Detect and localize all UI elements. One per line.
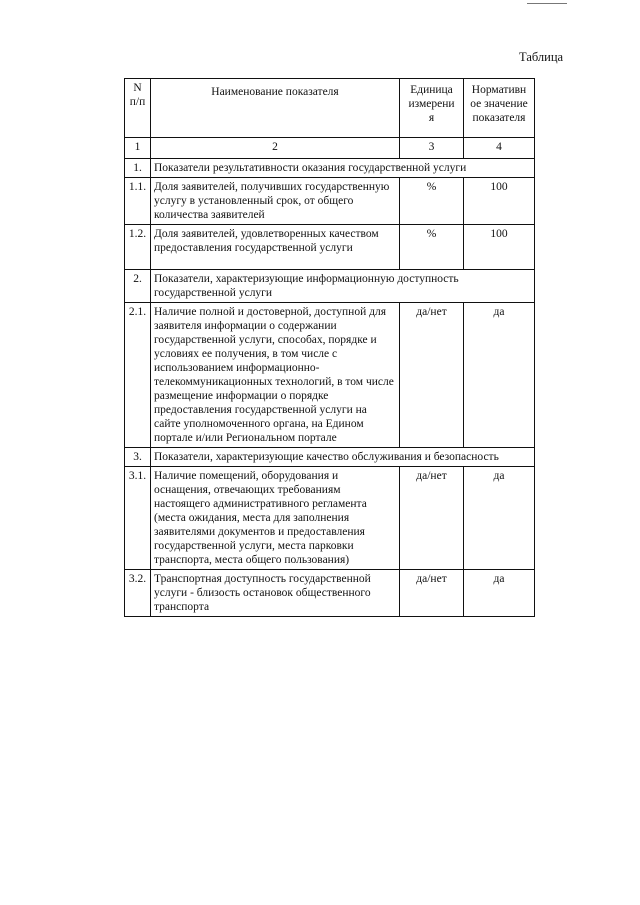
section-row — [125, 448, 535, 467]
column-number: 3 — [400, 138, 464, 159]
header-unit-line: я — [428, 112, 435, 124]
header-norm-line: показателя — [472, 112, 526, 124]
indicator-name: Транспортная доступность государственной услуги - близость остановок общественного транспорта — [151, 570, 400, 617]
indicator-number: 2.1. — [125, 303, 151, 448]
header-unit — [400, 79, 464, 138]
indicator-row — [125, 570, 535, 617]
indicator-number: 3.1. — [125, 467, 151, 570]
indicator-name: Наличие помещений, оборудования и оснащения, отвечающих требованиям настоящего административного регламента (места ожидания, места для заполнения заявителями документов и предоставления государственной услуги, места парковки транспорта, места общего пользования) — [151, 467, 400, 570]
table-body — [125, 79, 535, 617]
header-norm — [464, 79, 535, 138]
indicator-number: 1.2. — [125, 225, 151, 270]
indicator-norm: 100 — [464, 178, 535, 225]
indicator-name: Доля заявителей, получивших государственную услугу в установленный срок, от общего количества заявителей — [151, 178, 400, 225]
column-number: 4 — [464, 138, 535, 159]
indicator-norm: да — [464, 570, 535, 617]
header-number-line: п/п — [129, 96, 146, 108]
section-number: 1. — [125, 159, 151, 178]
indicator-row — [125, 303, 535, 448]
indicator-name: Наличие полной и достоверной, доступной для заявителя информации о содержании государственной услуги, способах, порядке и условиях ее получения, в том числе с использованием информационно-телекоммуникационных технологий, в том числе размещение информации о порядке предоставления государственной услуги на сайте уполномоченного органа, на Едином портале и/или Региональном портале — [151, 303, 400, 448]
section-row — [125, 159, 535, 178]
corner-mark — [527, 3, 567, 4]
indicator-number: 3.2. — [125, 570, 151, 617]
section-number: 3. — [125, 448, 151, 467]
indicator-name: Доля заявителей, удовлетворенных качеством предоставления государственной услуги — [151, 225, 400, 270]
header-number — [125, 79, 151, 138]
header-norm-line: Нормативн — [471, 84, 527, 96]
section-title: Показатели, характеризующие качество обслуживания и безопасность — [151, 448, 535, 467]
section-title: Показатели, характеризующие информационную доступность государственной услуги — [151, 270, 535, 303]
column-number: 2 — [151, 138, 400, 159]
header-number-line: N — [133, 82, 142, 94]
section-row — [125, 270, 535, 303]
indicator-row — [125, 225, 535, 270]
column-number: 1 — [125, 138, 151, 159]
header-name: Наименование показателя — [151, 79, 400, 138]
section-number: 2. — [125, 270, 151, 303]
table-caption: Таблица — [519, 50, 564, 64]
header-norm-line: ое значение — [470, 98, 528, 110]
indicator-row — [125, 467, 535, 570]
indicator-unit: да/нет — [400, 467, 464, 570]
header-row — [125, 79, 535, 138]
indicator-number: 1.1. — [125, 178, 151, 225]
indicator-row — [125, 178, 535, 225]
header-unit-line: Единица — [410, 84, 453, 96]
section-title: Показатели результативности оказания государственной услуги — [151, 159, 535, 178]
indicator-unit: да/нет — [400, 303, 464, 448]
indicators-table — [124, 78, 535, 617]
indicator-unit: % — [400, 225, 464, 270]
indicator-unit: % — [400, 178, 464, 225]
indicator-unit: да/нет — [400, 570, 464, 617]
indicator-norm: 100 — [464, 225, 535, 270]
indicator-norm: да — [464, 467, 535, 570]
header-unit-line: измерени — [408, 98, 455, 110]
indicator-norm: да — [464, 303, 535, 448]
column-number-row — [125, 138, 535, 159]
